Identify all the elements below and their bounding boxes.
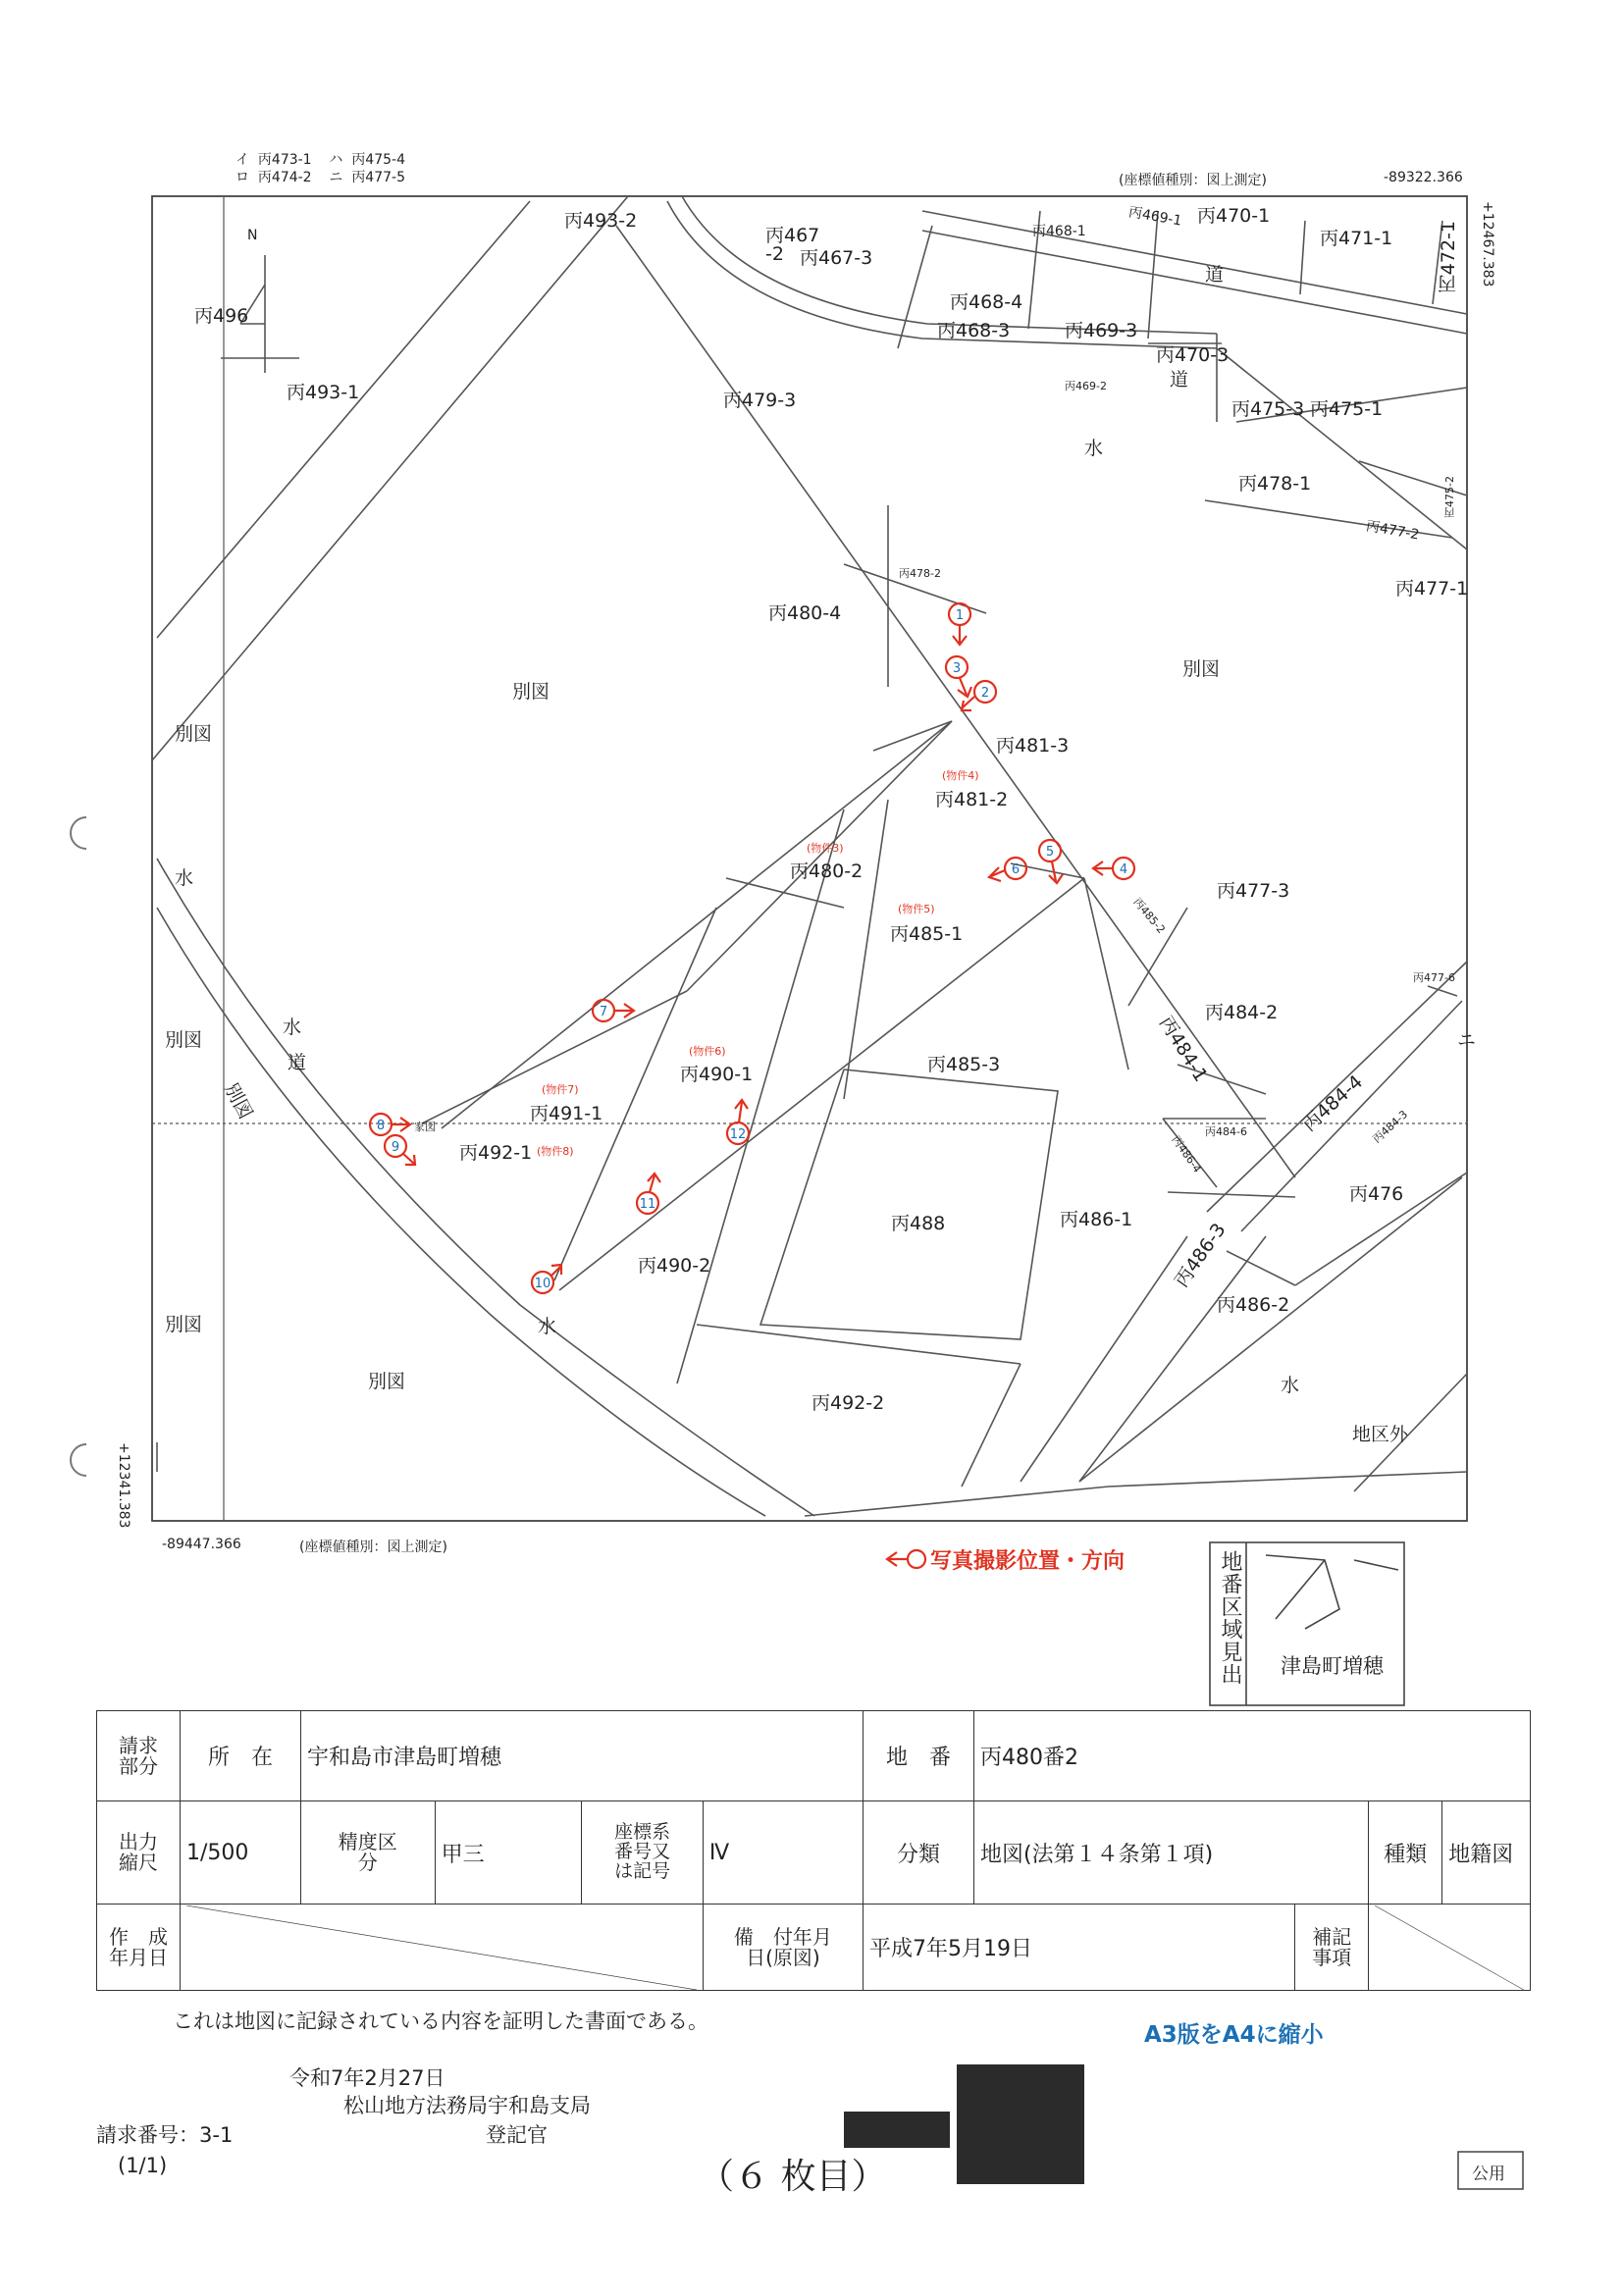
property-label: (物件8) bbox=[537, 1145, 574, 1158]
road-label: 道 bbox=[1205, 264, 1225, 286]
classification-label: 分類 bbox=[864, 1801, 974, 1905]
parcel-label: 丙492-1 bbox=[459, 1142, 533, 1164]
precision-label: 精度区分 bbox=[301, 1801, 436, 1905]
other-map-label: 別図 bbox=[368, 1371, 406, 1392]
photo-legend-marker bbox=[887, 1550, 925, 1568]
photo-marker-9 bbox=[385, 1135, 415, 1165]
request-table bbox=[96, 1710, 1531, 1991]
property-label: (物件3) bbox=[807, 842, 844, 855]
other-map-label: 別図 bbox=[220, 1079, 257, 1123]
output-scale-label: 出力縮尺 bbox=[97, 1801, 181, 1905]
request-part-label: 請求部分 bbox=[97, 1711, 181, 1801]
parcel-label: 丙484-1 bbox=[1154, 1012, 1212, 1086]
road-label: 道 bbox=[288, 1052, 307, 1073]
parcel-label: 丙484-3 bbox=[1370, 1108, 1411, 1146]
inset-area-name: 津島町増穂 bbox=[1281, 1654, 1384, 1678]
installed-date-label: 備 付年月日(原図) bbox=[703, 1905, 863, 1991]
registrar-title: 登記官 bbox=[486, 2123, 548, 2147]
kind-label: 種類 bbox=[1369, 1801, 1442, 1905]
parcel-label: 丙481-3 bbox=[996, 735, 1070, 757]
parcel-label: 丙477-2 bbox=[1364, 518, 1421, 544]
parcel-label: 丙467-3 bbox=[800, 247, 873, 269]
parcel-label: 丙471-1 bbox=[1320, 228, 1393, 249]
precision-value: 甲三 bbox=[435, 1801, 582, 1905]
parcel-label: 丙468-3 bbox=[937, 320, 1011, 341]
other-map-label: 別図 bbox=[1182, 658, 1221, 680]
coord-system-value: Ⅳ bbox=[703, 1801, 863, 1905]
parcel-label: 丙485-2 bbox=[1130, 895, 1168, 936]
parcel-label: 丙484-2 bbox=[1205, 1002, 1279, 1023]
parcel-label: 丙478-1 bbox=[1238, 473, 1312, 495]
parcel-label: 丙496 bbox=[194, 305, 249, 327]
parcel-label: 丙481-2 bbox=[935, 789, 1009, 810]
parcel-label: 丙469-1 bbox=[1126, 204, 1183, 230]
north-label: N bbox=[247, 228, 258, 243]
certification-text: これは地図に記録されている内容を証明した書面である。 bbox=[173, 2009, 708, 2033]
svg-text:10: 10 bbox=[534, 1277, 551, 1291]
parcel-label: 丙470-3 bbox=[1156, 344, 1230, 366]
svg-text:5: 5 bbox=[1045, 845, 1055, 860]
parcel-label: 丙475-1 bbox=[1310, 398, 1384, 420]
parcel-label: 丙475-2 bbox=[1443, 476, 1456, 518]
output-scale-value: 1/500 bbox=[181, 1801, 301, 1905]
coord-y-top: +12467.383 bbox=[1480, 201, 1495, 287]
supplementary-value-empty bbox=[1369, 1905, 1531, 1991]
water-label: 水 bbox=[283, 1017, 302, 1038]
outside-label: 地区外 bbox=[1352, 1424, 1409, 1445]
parcel-label: 丙468-1 bbox=[1032, 224, 1086, 239]
property-label: (物件5) bbox=[898, 903, 935, 915]
road-label: 道 bbox=[1170, 369, 1189, 391]
location-label: 所 在 bbox=[181, 1711, 301, 1801]
svg-text:6: 6 bbox=[1011, 862, 1021, 877]
parcel-label: 丙477-1 bbox=[1395, 578, 1469, 600]
classification-value: 地図(法第１４条第１項) bbox=[974, 1801, 1369, 1905]
parcel-label: 丙470-1 bbox=[1197, 205, 1271, 227]
other-map-label: 別図 bbox=[512, 681, 550, 703]
parcel-label: 丙490-2 bbox=[638, 1255, 711, 1277]
page-fraction: (1/1) bbox=[118, 2154, 168, 2177]
photo-marker-4 bbox=[1093, 858, 1134, 879]
water-label: 水 bbox=[1281, 1375, 1300, 1396]
parcel-label: 丙480-4 bbox=[768, 602, 842, 624]
created-date-label: 作 成年月日 bbox=[97, 1905, 181, 1991]
svg-text:2: 2 bbox=[980, 686, 990, 701]
svg-text:8: 8 bbox=[376, 1119, 386, 1133]
inset-label: 地番区域見出 bbox=[1218, 1550, 1242, 1686]
other-map-label: 別図 bbox=[175, 723, 213, 745]
parcel-label: 丙485-1 bbox=[890, 923, 964, 945]
parcel-label: 丙477-3 bbox=[1217, 880, 1290, 902]
other-map-label: 別図 bbox=[165, 1029, 203, 1051]
parcel-label: 丙477-6 bbox=[1413, 971, 1455, 984]
parcel-label: 丙486-4 bbox=[1169, 1132, 1204, 1175]
parcel-label: 丙485-3 bbox=[927, 1054, 1001, 1075]
property-label: (物件4) bbox=[942, 769, 979, 782]
water-label: 水 bbox=[1084, 438, 1104, 459]
parcel-label: 丙484-4 bbox=[1298, 1070, 1368, 1136]
official-use-stamp: 公用 bbox=[1472, 2165, 1505, 2184]
parcel-label: 家図 bbox=[414, 1121, 436, 1133]
parcel-label: 丙490-1 bbox=[680, 1064, 754, 1085]
created-date-value-empty bbox=[181, 1905, 704, 1991]
lot-number-label: 地 番 bbox=[864, 1711, 974, 1801]
coord-type-bottom: (座標値種別：図上測定) bbox=[299, 1539, 447, 1555]
legal-office: 松山地方法務局宇和島支局 bbox=[343, 2094, 591, 2117]
parcel-label: 丙493-2 bbox=[564, 210, 638, 232]
parcel-label: 丙476 bbox=[1349, 1183, 1404, 1205]
request-number: 請求番号：3-1 bbox=[96, 2123, 234, 2147]
parcel-label: 丙469-3 bbox=[1065, 320, 1138, 341]
lot-number-value: 丙480番2 bbox=[974, 1711, 1531, 1801]
legend-row-2: ロ 丙474-2 ニ 丙477-5 bbox=[236, 170, 405, 185]
parcel-label: 丙479-3 bbox=[723, 390, 797, 411]
svg-text:3: 3 bbox=[952, 661, 962, 676]
coord-x-top: -89322.366 bbox=[1384, 170, 1463, 185]
coord-y-bottom: +12341.383 bbox=[116, 1442, 131, 1529]
kind-value: 地籍図 bbox=[1442, 1801, 1531, 1905]
parcel-label: 丙486-1 bbox=[1060, 1209, 1133, 1230]
svg-text:11: 11 bbox=[639, 1197, 656, 1212]
legend-row-1: イ 丙473-1 ハ 丙475-4 bbox=[236, 152, 405, 168]
parcel-label: 丙480-2 bbox=[790, 861, 864, 882]
coord-system-label: 座標系番号又は記号 bbox=[582, 1801, 703, 1905]
reduction-note: A3版をA4に縮小 bbox=[1144, 2022, 1324, 2048]
issue-date: 令和7年2月27日 bbox=[289, 2066, 445, 2090]
installed-date-value: 平成7年5月19日 bbox=[864, 1905, 1295, 1991]
coord-x-bottom: -89447.366 bbox=[162, 1537, 241, 1552]
parcel-label: 丙491-1 bbox=[530, 1103, 603, 1124]
parcel-label: 丙475-3 bbox=[1231, 398, 1305, 420]
water-label: 水 bbox=[538, 1316, 557, 1337]
parcel-label: -2 bbox=[765, 243, 784, 265]
water-label: 水 bbox=[175, 867, 194, 889]
supplementary-label: 補記事項 bbox=[1295, 1905, 1369, 1991]
svg-text:7: 7 bbox=[599, 1005, 608, 1019]
other-map-label: 別図 bbox=[165, 1314, 203, 1335]
location-value: 宇和島市津島町増穂 bbox=[301, 1711, 864, 1801]
ni-label: ニ bbox=[1457, 1029, 1477, 1051]
parcel-label: 丙486-3 bbox=[1171, 1219, 1230, 1292]
photo-legend-text: 写真撮影位置・方向 bbox=[930, 1549, 1126, 1574]
parcel-label: 丙472-1 bbox=[1438, 221, 1459, 294]
parcel-label: 丙484-6 bbox=[1205, 1125, 1247, 1138]
svg-text:9: 9 bbox=[391, 1140, 400, 1155]
photo-marker-6 bbox=[989, 858, 1026, 881]
parcel-label: 丙467 bbox=[765, 225, 820, 246]
parcel-label: 丙492-2 bbox=[812, 1392, 885, 1414]
parcel-label: 丙468-4 bbox=[950, 291, 1023, 313]
property-label: (物件6) bbox=[689, 1045, 726, 1058]
parcel-label: 丙493-1 bbox=[287, 382, 360, 403]
property-label: (物件7) bbox=[542, 1083, 579, 1096]
sheet-number: （６ 枚目） bbox=[699, 2157, 887, 2197]
parcel-label: 丙478-2 bbox=[899, 567, 941, 580]
marker-number: 1 bbox=[955, 608, 965, 623]
coord-type-top: (座標値種別：図上測定) bbox=[1119, 173, 1267, 188]
svg-text:12: 12 bbox=[729, 1127, 747, 1142]
svg-text:4: 4 bbox=[1119, 862, 1128, 877]
parcel-label: 丙486-2 bbox=[1217, 1294, 1290, 1316]
parcel-label: 丙469-2 bbox=[1065, 380, 1107, 392]
parcel-label: 丙488 bbox=[891, 1213, 946, 1234]
